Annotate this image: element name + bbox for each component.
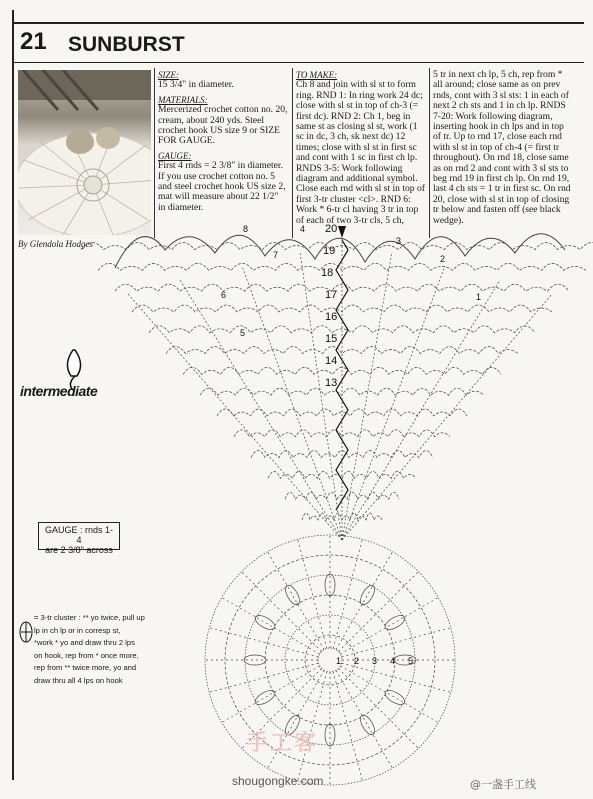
pattern-title: SUNBURST — [68, 33, 185, 56]
round-number: 13 — [325, 377, 338, 389]
photo-credit: By Glendola Hodges — [18, 239, 93, 249]
size-text: 15 3/4" in diameter. — [158, 79, 234, 91]
legend-line: rep from ** twice more, yo and — [34, 663, 137, 672]
to-make-text: Ch 8 and join with sl st to form ring. RND 1: In ring work 24 dc; close with sl st in top of ch-3 (= first dc). RND 2: Ch 1, beg in same st as closing sl st, work (1 sc in dc, 3 ch, sk next dc) 12 times; close with sl st in first sc and cont with 1 sc in first ch lp. RNDS 3-5: Work following diagram and additional symbol. Close each rnd with sl st in top of first 3-tr cluster <cl>. RND 6: Work * 6-tr cl having 3 tr in top of each of two 3-tr cls, 5 ch, — [296, 79, 425, 226]
round-number: 18 — [321, 267, 334, 279]
wedge-label: 6 — [221, 290, 227, 300]
legend-line: lp in ch lp or in corresp st, — [34, 625, 121, 635]
round-number: 19 — [323, 245, 336, 257]
to-make-continued-text: 5 tr in next ch lp, 5 ch, rep from * all around; close same as on prev rnds, cont with 3 sl sts: 1 in each of next 2 ch sts and 1 in ch lp. RNDS 7-20: Work following diagram, inserting hook in ch lps and in top of tr. Up to rnd 17, close each rnd with sl st in top of ch-4 (= first tr throughout). On rnd 18, close same as on rnd 2 and cont with 3 sl sts to beg rnd 19 in first ch lp. On rnd 19, last 4 ch sts = 1 tr in first sc. On rnd 20, close with sl st in top of closing tr below and fasten off (see black wedge). — [433, 69, 571, 226]
fasten-off-wedge-icon — [338, 226, 346, 238]
legend-line: = 3-tr cluster : ** yo twice, pull up — [34, 613, 145, 622]
wedge-label: 7 — [273, 250, 279, 260]
center-round-number: 2 — [354, 656, 360, 666]
gauge-box-line1: GAUGE : rnds 1-4 — [44, 525, 114, 545]
round-number: 15 — [325, 333, 338, 345]
wedge-label: 2 — [440, 254, 446, 264]
center-round-number: 4 — [390, 656, 396, 666]
center-round-number: 5 — [408, 656, 414, 666]
gauge-box-line2: are 2 3/8" across — [45, 545, 113, 555]
watermark-text: 手工客 — [246, 731, 319, 756]
center-round-number: 3 — [372, 656, 378, 666]
size-heading: SIZE: — [158, 70, 179, 80]
round-number: 17 — [325, 289, 338, 301]
weibo-handle: @一盏手工线 — [470, 778, 536, 791]
legend-line: *work * yo and draw thru 2 lps — [34, 638, 135, 647]
materials-heading: MATERIALS: — [158, 94, 208, 105]
wedge-label: 1 — [476, 292, 482, 302]
center-round-number: 1 — [336, 656, 342, 666]
round-number: 16 — [325, 311, 338, 323]
round-number: 20 — [325, 223, 338, 235]
to-make-heading: TO MAKE: — [296, 70, 338, 80]
pattern-number: 21 — [20, 28, 47, 55]
round-number: 14 — [325, 355, 338, 367]
skill-level-label: intermediate — [20, 383, 98, 399]
wedge-label: 4 — [300, 224, 306, 234]
gauge-heading: GAUGE: — [158, 150, 192, 161]
wedge-label: 8 — [243, 224, 249, 234]
gauge-text: First 4 rnds = 2 3/8" in diameter. If you use crochet cotton no. 5 and steel crochet hook US size 2, mat will measure about 22 1/2" in diameter. — [158, 160, 286, 213]
site-url: shougongke.com — [232, 774, 324, 788]
wedge-label: 5 — [240, 328, 246, 338]
legend-line: draw thru all 4 lps on hook — [34, 675, 123, 685]
materials-text: Mercerized crochet cotton no. 20, cream, about 240 yds. Steel crochet hook US size 9 or SIZE FOR GAUGE. — [158, 104, 288, 147]
wedge-label: 3 — [396, 236, 402, 246]
legend-line: on hook, rep from * once more, — [34, 650, 139, 660]
